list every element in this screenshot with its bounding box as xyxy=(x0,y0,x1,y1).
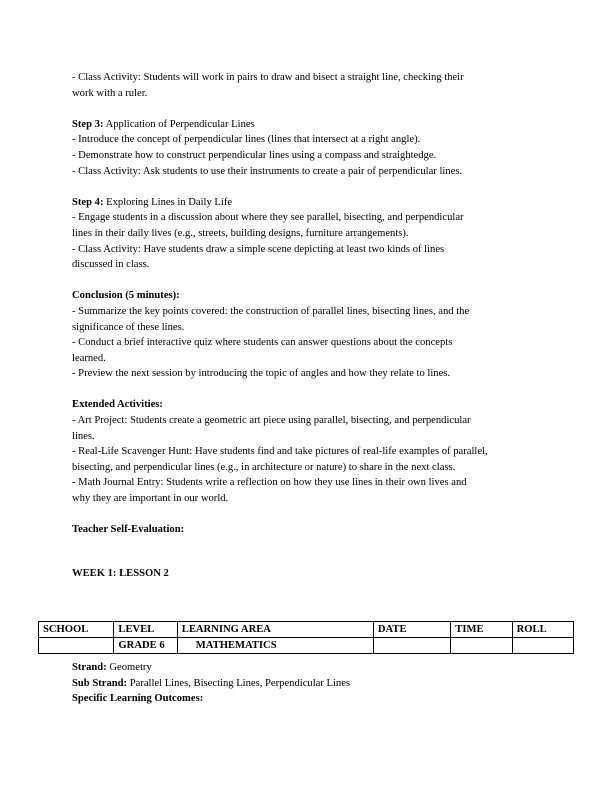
text-line: - Summarize the key points covered: the construction of parallel lines, bisecting lines, and the xyxy=(72,305,470,317)
sub-strand-line xyxy=(72,676,552,692)
table-cell: MATHEMATICS xyxy=(177,638,373,654)
outcomes-label: Specific Learning Outcomes: xyxy=(72,693,204,705)
strand-value: Geometry xyxy=(106,662,152,673)
step3-section xyxy=(72,117,552,179)
sub-strand-value: Parallel Lines, Bisecting Lines, Perpendicular Lines xyxy=(127,677,351,689)
conclusion-heading: Conclusion (5 minutes): xyxy=(72,290,180,302)
text-line: - Class Activity: Students will work in pairs to draw and bisect a straight line, checking their xyxy=(72,72,464,83)
step4-section xyxy=(72,195,552,273)
text-line: - Introduce the concept of perpendicular lines (lines that intersect at a right angle). xyxy=(72,134,421,146)
table-header-cell: ROLL xyxy=(512,622,573,638)
text-line: - Class Activity: Ask students to use their instruments to create a pair of perpendicular lines. xyxy=(72,165,463,177)
step3-heading: Step 3: xyxy=(72,118,104,130)
table-cell xyxy=(39,638,114,654)
week-lesson-heading: WEEK 1: LESSON 2 xyxy=(72,567,169,579)
table-header-cell: LEVEL xyxy=(114,622,177,638)
strand-info xyxy=(72,660,552,707)
text-line: - Class Activity: Have students draw a simple scene depicting at least two kinds of lines xyxy=(72,243,445,255)
text-line: - Art Project: Students create a geometric art piece using parallel, bisecting, and perpendicular xyxy=(72,415,471,427)
step4-heading: Step 4: xyxy=(72,196,104,208)
text-line: - Preview the next session by introducing the topic of angles and how they relate to lines. xyxy=(72,368,451,380)
extended-heading: Extended Activities: xyxy=(72,399,163,411)
text-line: learned. xyxy=(72,352,106,364)
text-line: lines in their daily lives (e.g., streets, building designs, furniture arrangements). xyxy=(72,227,409,239)
text-line: - Math Journal Entry: Students write a reflection on how they use lines in their own lives and xyxy=(72,477,467,489)
sub-strand-label: Sub Strand: xyxy=(72,677,128,689)
step4-heading-line xyxy=(72,195,552,211)
table-header-cell: DATE xyxy=(373,622,450,638)
table-header-row xyxy=(39,622,574,638)
table-cell xyxy=(373,638,450,654)
document-body xyxy=(72,70,552,599)
strand-line xyxy=(72,660,552,676)
text-line: bisecting, and perpendicular lines (e.g., in architecture or nature) to share in the next class. xyxy=(72,461,456,473)
table-header-cell: SCHOOL xyxy=(39,622,114,638)
step3-heading-line xyxy=(72,117,552,133)
text-line: significance of these lines. xyxy=(72,321,185,333)
text-line: - Conduct a brief interactive quiz where students can answer questions about the concepts xyxy=(72,337,453,349)
lesson-info-table xyxy=(38,621,574,654)
text-line: work with a ruler. xyxy=(72,87,148,99)
extended-section xyxy=(72,397,552,506)
text-line: discussed in class. xyxy=(72,259,150,271)
step4-title: Exploring Lines in Daily Life xyxy=(103,196,233,208)
text-line: - Engage students in a discussion about where they see parallel, bisecting, and perpendicular xyxy=(72,212,464,224)
text-line: lines. xyxy=(72,430,95,442)
step3-title: Application of Perpendicular Lines xyxy=(103,118,255,130)
self-evaluation-heading: Teacher Self-Evaluation: xyxy=(72,524,185,536)
text-line: - Real-Life Scavenger Hunt: Have students find and take pictures of real-life examples of parallel, xyxy=(72,446,488,458)
text-line: why they are important in our world. xyxy=(72,493,229,505)
table-cell xyxy=(451,638,512,654)
table-header-cell: TIME xyxy=(451,622,512,638)
table-row xyxy=(39,638,574,654)
table-cell: GRADE 6 xyxy=(114,638,177,654)
table-header-cell: LEARNING AREA xyxy=(177,622,373,638)
conclusion-section xyxy=(72,288,552,382)
intro-paragraph xyxy=(72,70,552,101)
text-line: - Demonstrate how to construct perpendicular lines using a compass and straightedge. xyxy=(72,149,437,161)
strand-label: Strand: xyxy=(72,662,107,673)
outcomes-line xyxy=(72,691,552,707)
table-cell xyxy=(512,638,573,654)
self-evaluation-section xyxy=(72,522,552,538)
